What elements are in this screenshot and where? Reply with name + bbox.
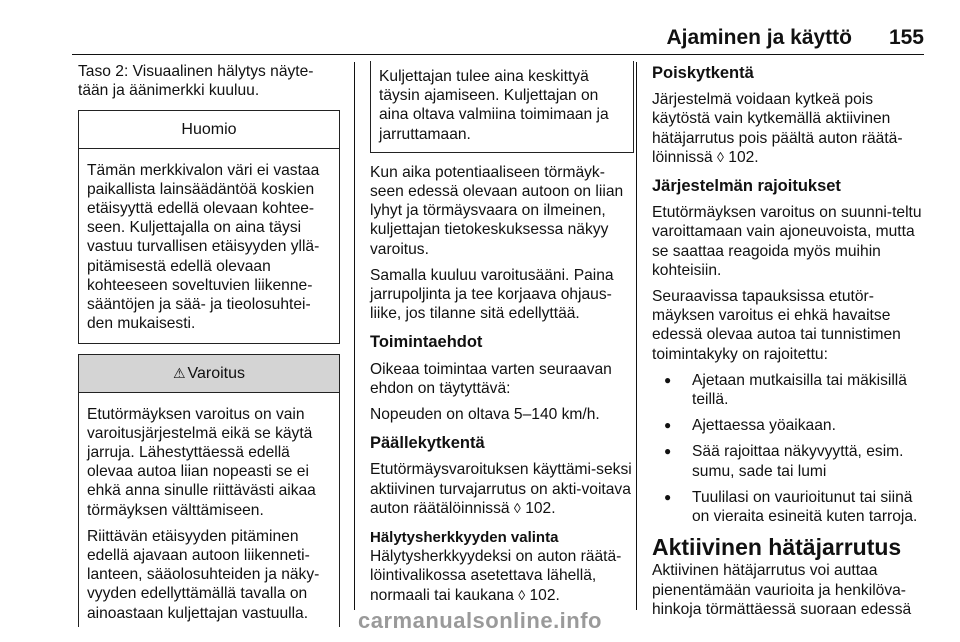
page-reference[interactable]: 102.: [529, 586, 560, 604]
page-reference-icon: ◊: [513, 499, 521, 516]
warning-box: [78, 354, 340, 626]
paragraph-sensitivity: Hälytysherkkyydeksi on auton räätä-löintivalikossa asetettava lähellä, normaali tai kaukana ◊ 102.: [370, 548, 622, 604]
column-2: [370, 62, 634, 612]
list-item: ● Sää rajoittaa näkyvyyttä, esim. sumu, sade tai lumi: [652, 442, 930, 480]
heading-toimintaehdot: Toimintaehdot: [370, 333, 483, 352]
paragraph-conditions: Oikeaa toimintaa varten seuraavan ehdon on täytyttävä:: [370, 360, 612, 397]
page-header: [0, 0, 960, 56]
column-divider-2: [636, 62, 637, 610]
column-3: [652, 62, 930, 626]
paragraph-deactivation: Järjestelmä voidaan kytkeä pois käytöstä vain kytkemällä aktiivinen hätäjarrutus pois päältä auton räätä-löinnissä ◊ 102.: [652, 91, 903, 166]
paragraph-warning-display: Kun aika potentiaaliseen törmäyk-seen edessä olevaan autoon on liian lyhyt ja törmäysvaara on ilmeinen, kuljettajan tietokeskuksessa näkyy varoitus.: [370, 163, 624, 258]
notice-text: Tämän merkkivalon väri ei vastaa paikallista lainsäädäntöä koskien etäisyyttä edellä olevaan kohtee-seen. Kuljettajalla on aina täysi vastuu turvallisen etäisyyden yllä-pitämisestä edellä olevaan kohteeseen soveltuvien liikenne-sääntöjen ja sää- ja tieolosuhtei-den mukaisesti.: [87, 161, 320, 333]
page-reference[interactable]: 102.: [525, 499, 556, 517]
limitations-list: [652, 371, 930, 526]
warning-box-continued: Kuljettajan tulee aina keskittyä täysin ajamiseen. Kuljettajan on aina oltava valmiina toimimaan ja jarruttamaan.: [370, 61, 634, 153]
section-title: Ajaminen ja käyttö: [666, 26, 852, 49]
warning-header: [79, 355, 339, 392]
intro-text: Taso 2: Visuaalinen hälytys näyte-tään ja äänimerkki kuuluu.: [78, 63, 314, 100]
page-reference[interactable]: 102.: [728, 148, 759, 166]
heading-aktiivinen-hatajarrutus: Aktiivinen hätäjarrutus: [652, 534, 902, 561]
paragraph-speed: Nopeuden on oltava 5–140 km/h.: [370, 406, 600, 424]
warning-title: Varoitus: [187, 365, 246, 383]
page-number: 155: [888, 26, 924, 49]
watermark: carmanualsonline.info: [358, 608, 602, 633]
paragraph-cases: Seuraavissa tapauksissa etutör-mäyksen varoitus ei ehkä havaitse edessä olevaa autoa tai tunnistimen toimintakyky on rajoitettu:: [652, 288, 901, 363]
page-reference-icon: ◊: [518, 586, 526, 603]
list-item: ● Tuulilasi on vaurioitunut tai siinä on vieraita esineitä kuten tarroja.: [652, 488, 930, 526]
header-divider: [72, 54, 924, 55]
heading-rajoitukset: Järjestelmän rajoitukset: [652, 177, 841, 196]
paragraph-emergency-braking: Aktiivinen hätäjarrutus voi auttaa pienentämään vaurioita ja henkilöva-hinkoja törmättäessä suoraan edessä: [652, 562, 912, 618]
notice-title: Huomio: [79, 111, 339, 148]
paragraph-activation: Etutörmäysvaroituksen käyttämi-seksi aktiivinen turvajarrutus on akti-voitava auton räätälöinnissä ◊ 102.: [370, 461, 632, 517]
warning-body: [79, 393, 339, 627]
heading-halytysherkkyys: Hälytysherkkyyden valinta: [370, 529, 559, 547]
warning-paragraph-1: Etutörmäyksen varoitus on vain varoitusjärjestelmä eikä se käytä jarruja. Lähestyttäessä edellä olevaa autoa liian nopeasti se ei ehkä anna sinulle riittävästi aikaa törmäyksen välttämiseen.: [87, 405, 316, 519]
paragraph-warning-sound: Samalla kuuluu varoitusääni. Paina jarrupoljinta ja tee korjaava ohjaus-liike, jos tilanne sitä edellyttää.: [370, 266, 614, 323]
warning-triangle-icon: ⚠: [172, 365, 186, 382]
list-item: ● Ajettaessa yöaikaan.: [652, 416, 930, 435]
page-reference-icon: ◊: [717, 148, 724, 165]
paragraph-limitations: Etutörmäyksen varoitus on suunni-teltu varoittamaan vain ajoneuvoista, mutta se saattaa reagoida myös muihin kohteisiin.: [652, 204, 922, 279]
list-item: ● Ajetaan mutkaisilla tai mäkisillä teillä.: [652, 371, 930, 409]
warning-paragraph-2: Riittävän etäisyyden pitäminen edellä ajavaan autoon liikenneti-lanteen, sääolosuhteiden ja näky-vyyden edellyttämällä tavalla on ainoastaan kuljettajan vastuulla.: [87, 527, 320, 622]
heading-paallekytkenta: Päällekytkentä: [370, 434, 485, 453]
heading-poiskytkenta: Poiskytkentä: [652, 64, 754, 82]
notice-box: [78, 110, 340, 344]
column-1: [78, 62, 340, 627]
column-divider-1: [354, 62, 355, 610]
